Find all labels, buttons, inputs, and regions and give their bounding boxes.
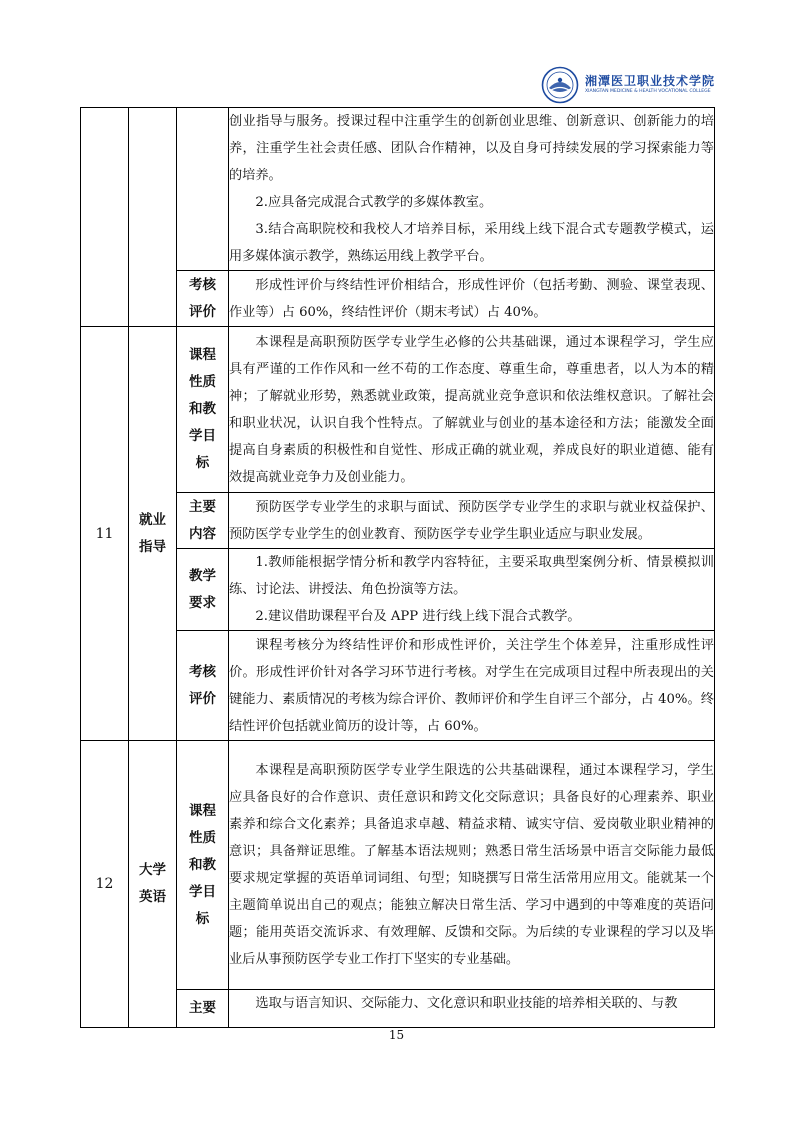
- table-row: [81, 741, 715, 990]
- content-cell: [229, 990, 715, 1028]
- section-label: 教学要求: [189, 567, 216, 611]
- section-label-cell: [177, 271, 229, 327]
- section-label: 考核评价: [189, 276, 216, 320]
- content-paragraph: 1.教师能根据学情分析和教学内容特征，主要采取典型案例分析、情景模拟训练、讨论法、讲授法、角色扮演等方法。: [229, 555, 714, 597]
- course-name-cell: [129, 741, 177, 1028]
- content-cell: [229, 108, 715, 271]
- course-name-cell: [129, 327, 177, 741]
- label-cell-continued: [177, 108, 229, 271]
- table-row: [81, 990, 715, 1028]
- section-label: 课程性质和教学目标: [189, 347, 216, 471]
- course-name: 就业指导: [139, 511, 166, 555]
- content-cell: [229, 327, 715, 493]
- content-cell: [229, 549, 715, 631]
- course-name: 大学英语: [139, 862, 166, 905]
- content-paragraph: 3.结合高职院校和我校人才培养目标，采用线上线下混合式专题教学模式，运用多媒体演示教学，熟练运用线上教学平台。: [229, 222, 714, 264]
- section-label-cell: [177, 493, 229, 549]
- content-cell: [229, 271, 715, 327]
- table-row: [81, 108, 715, 271]
- section-label: 考核评价: [189, 663, 216, 707]
- content-paragraph: 2.建议借助课程平台及 APP 进行线上线下混合式教学。: [255, 609, 581, 624]
- table-row: [81, 493, 715, 549]
- section-label-cell: [177, 990, 229, 1028]
- content-paragraph: 预防医学专业学生的求职与面试、预防医学专业学生的求职与就业权益保护、预防医学专业学生的创业教育、预防医学专业学生职业适应与职业发展。: [229, 499, 714, 542]
- course-name-cell-continued: [129, 108, 177, 327]
- content-paragraph: 本课程是高职预防医学专业学生必修的公共基础课，通过本课程学习，学生应具有严谨的工作作风和一丝不苟的工作态度、尊重生命，尊重患者，以人为本的精神；了解就业形势，熟悉就业政策，提高就业竞争意识和依法维权意识。了解社会和职业状况，认识自我个性特点。了解就业与创业的基本途径和方法；能激发全面提高自身素质的积极性和自觉性、形成正确的就业观，养成良好的职业道德、能有效提高就业竞争力及创业能力。: [229, 334, 714, 485]
- content-paragraph: 本课程是高职预防医学专业学生限选的公共基础课程，通过本课程学习，学生应具备良好的合作意识、责任意识和跨文化交际意识；具备良好的心理素养、职业素养和综合文化素养；具备追求卓越、精益求精、诚实守信、爱岗敬业职业精神的意识；具备辩证思维。了解基本语法规则；熟悉日常生活场景中语言交际能力最低要求规定掌握的英语单词词组、句型；知晓撰写日常生活常用应用文。能就某一个主题简单说出自己的观点；能独立解决日常生活、学习中遇到的中等难度的英语问题；能用英语交流诉求、有效理解、反馈和交际。为后续的专业课程的学习以及毕业后从事预防医学专业工作打下坚实的专业基础。: [229, 763, 714, 967]
- content-paragraph: 2.应具备完成混合式教学的多媒体教室。: [255, 195, 493, 210]
- logo-english-name: XIANGTAN MEDICINE & HEALTH VOCATIONAL COLLEGE: [585, 89, 711, 95]
- section-label: 课程性质和教学目标: [189, 802, 216, 927]
- table-row: [81, 549, 715, 631]
- number-cell-continued: [81, 108, 129, 327]
- table-row: [81, 271, 715, 327]
- content-paragraph: 形成性评价与终结性评价相结合，形成性评价（包括考勤、测验、课堂表现、作业等）占 60%，终结性评价（期末考试）占 40%。: [229, 277, 714, 320]
- course-number: 12: [81, 741, 129, 1028]
- content-paragraph: 创业指导与服务。授课过程中注重学生的创新创业思维、创新意识、创新能力的培养，注重学生社会责任感、团队合作精神，以及自身可持续发展的学习探索能力等的培养。: [229, 114, 714, 183]
- curriculum-table: [80, 107, 715, 1028]
- college-emblem-icon: [541, 66, 579, 104]
- section-label: 主要: [189, 1000, 216, 1016]
- course-number: 11: [81, 327, 129, 741]
- page-number: 15: [388, 1028, 405, 1042]
- section-label-cell: [177, 327, 229, 493]
- table-row: [81, 327, 715, 493]
- section-label-cell: [177, 549, 229, 631]
- content-cell: [229, 631, 715, 741]
- table-row: [81, 631, 715, 741]
- content-paragraph: 课程考核分为终结性评价和形成性评价，关注学生个体差异，注重形成性评价。形成性评价针对各学习环节进行考核。对学生在完成项目过程中所表现出的关键能力、素质情况的考核为综合评价、教师评价和学生自评三个部分，占 40%。终结性评价包括就业简历的设计等，占 60%。: [229, 637, 714, 734]
- content-cell: [229, 741, 715, 990]
- section-label-cell: [177, 741, 229, 990]
- logo-chinese-name: 湘潭医卫职业技术学院: [585, 74, 716, 89]
- content-cell: [229, 493, 715, 549]
- section-label: 主要内容: [189, 498, 216, 542]
- content-paragraph: 选取与语言知识、交际能力、文化意识和职业技能的培养相关联的、与教: [255, 996, 678, 1011]
- section-label-cell: [177, 631, 229, 741]
- college-logo: [541, 64, 716, 106]
